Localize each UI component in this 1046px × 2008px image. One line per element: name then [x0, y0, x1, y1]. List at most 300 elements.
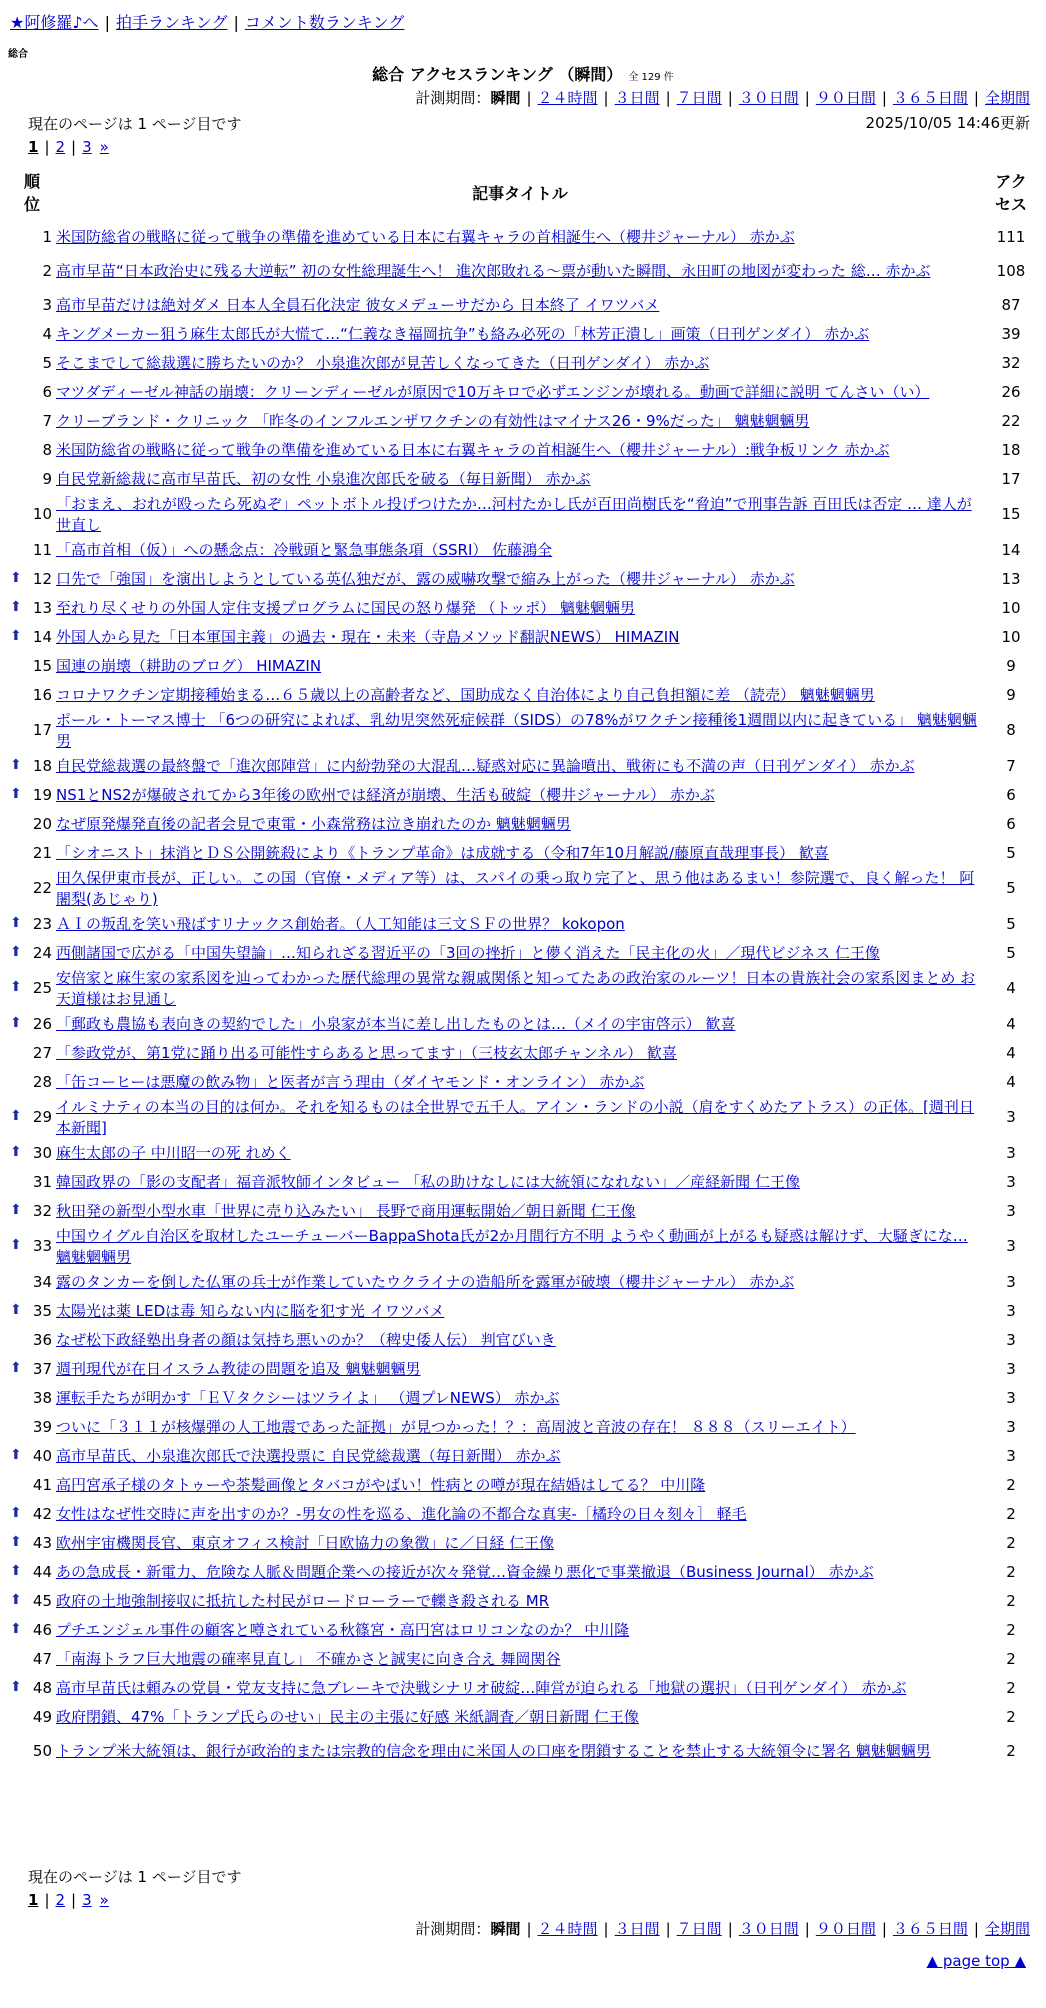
rank-up-arrow-icon: ⬆: [10, 569, 22, 586]
rank-cell: [8, 1441, 56, 1470]
article-link[interactable]: プチエンジェル事件の顧客と噂されている秋篠宮・高円宮はロリコンなのか？ 中川隆: [56, 1621, 630, 1639]
title-cell: [56, 1354, 984, 1383]
access-count: 4: [1006, 1014, 1016, 1033]
rank-cell: [8, 1586, 56, 1615]
rank-cell: [8, 1167, 56, 1196]
article-link[interactable]: 自民党総裁選の最終盤で「進次郎陣営」に内紛勃発の大混乱…疑惑対応に異論噴出、戦術にも不満の声（日刊ゲンダイ） 赤かぶ: [56, 757, 915, 775]
access-count: 32: [1001, 353, 1021, 372]
title-cell: [56, 909, 984, 938]
rank-number: 39: [32, 1417, 52, 1436]
article-link[interactable]: ポール・トーマス博士 「6つの研究によれば、乳幼児突然死症候群（SIDS）の78%がワクチン接種後1週間以内に起きている」 魑魅魍魎男: [56, 711, 977, 750]
table-row: [8, 1470, 1038, 1499]
rank-cell: [8, 1673, 56, 1702]
title-cell: [56, 1673, 984, 1702]
table-row: [8, 1296, 1038, 1325]
top-nav: [10, 10, 404, 33]
title-cell: [56, 1499, 984, 1528]
access-count: 5: [1006, 843, 1016, 862]
rank-cell: [8, 751, 56, 780]
table-row: [8, 967, 1038, 1009]
title-cell: [56, 435, 984, 464]
article-link[interactable]: 安倍家と麻生家の家系図を辿ってわかった歴代総理の異常な親戚関係と知ってたあの政治家のルーツ！日本の貴族社会の家系図まとめ お天道様はお見通し: [56, 969, 976, 1008]
page-info-bottom: 現在のページは 1 ページ目です: [28, 1868, 242, 1886]
page-top-link[interactable]: ▲ page top ▲: [926, 1952, 1026, 1970]
pager-bottom: 1 | 2 | 3 »: [28, 1891, 109, 1909]
rank-cell: [8, 464, 56, 493]
table-row: [8, 1138, 1038, 1167]
title-cell: [56, 1528, 984, 1557]
access-count: 3: [1006, 1301, 1016, 1320]
article-link[interactable]: 中国ウイグル自治区を取材したユーチューバーBappaShota氏が2か月間行方不明 ようやく動画が上がるも疑惑は解けず、大騒ぎにな… 魑魅魍魎男: [56, 1227, 968, 1266]
article-link[interactable]: 韓国政界の「影の支配者」福音派牧師インタビュー 「私の助けなしには大統領になれない」／産経新聞 仁王像: [56, 1173, 800, 1191]
rank-cell: [8, 319, 56, 348]
rank-number: 18: [32, 756, 52, 775]
comment-ranking-link[interactable]: コメント数ランキング: [244, 13, 405, 32]
rank-cell: [8, 709, 56, 751]
article-link[interactable]: 「おまえ、おれが殴ったら死ぬぞ」ペットボトル投げつけたか…河村たかし氏が百田尚樹氏を“脅迫”で刑事告訴 百田氏は否定 … 達人が世直し: [56, 495, 972, 534]
access-count: 4: [1006, 1043, 1016, 1062]
rank-cell: [8, 938, 56, 967]
rank-number: 3: [42, 295, 52, 314]
category-label: 総合: [8, 49, 28, 60]
period-90d-link[interactable]: ９０日間: [815, 1920, 876, 1938]
period-365d-link[interactable]: ３６５日間: [892, 89, 968, 107]
rank-cell: [8, 493, 56, 535]
page-info-top: 現在のページは 1 ページ目です: [28, 115, 242, 133]
table-row: [8, 535, 1038, 564]
separator: |: [104, 13, 110, 32]
table-row: [8, 680, 1038, 709]
article-link[interactable]: 高市早苗氏、小泉進次郎氏で決選投票に 自民党総裁選（毎日新聞） 赤かぶ: [56, 1447, 561, 1465]
rank-cell: [8, 1644, 56, 1673]
rank-number: 19: [32, 785, 52, 804]
rank-number: 11: [32, 540, 52, 559]
table-row: [8, 251, 1038, 290]
asyura-home-link[interactable]: ★阿修羅♪へ: [10, 13, 99, 32]
rank-cell: [8, 680, 56, 709]
rank-number: 41: [32, 1475, 52, 1494]
rank-cell: [8, 535, 56, 564]
access-count: 2: [1006, 1562, 1016, 1581]
period-3d-link[interactable]: ３日間: [614, 1920, 660, 1938]
title-cell: [56, 222, 984, 251]
rank-number: 30: [32, 1143, 52, 1162]
article-link[interactable]: 口先で「強国」を演出しようとしている英仏独だが、露の威嚇攻撃で縮み上がった（櫻井ジャーナル） 赤かぶ: [56, 570, 795, 588]
period-7d-link[interactable]: ７日間: [676, 1920, 722, 1938]
table-row: [8, 622, 1038, 651]
title-cell: [56, 967, 984, 1009]
title-cell: [56, 838, 984, 867]
pager-page-3[interactable]: 3: [82, 1891, 92, 1909]
rank-cell: [8, 1499, 56, 1528]
table-row: [8, 1673, 1038, 1702]
rank-cell: [8, 1096, 56, 1138]
rank-cell: [8, 1470, 56, 1499]
article-link[interactable]: 「参政党が、第1党に踊り出る可能性すらあると思ってます」（三枝玄太郎チャンネル） 歓喜: [56, 1044, 677, 1062]
table-row: [8, 1196, 1038, 1225]
rank-number: 20: [32, 814, 52, 833]
table-row: [8, 1096, 1038, 1138]
period-nav-top: 計測期間：瞬間 | ２４時間 | ３日間 | ７日間 | ３０日間 | ９０日間 | ３６５日間 | 全期間: [415, 89, 1030, 107]
rank-up-arrow-icon: ⬆: [10, 1591, 22, 1608]
rank-number: 14: [32, 627, 52, 646]
pager-next[interactable]: »: [99, 1891, 109, 1909]
article-link[interactable]: 「郵政も農協も表向きの契約でした」小泉家が本当に差し出したものとは…（メイの宇宙啓示） 歓喜: [56, 1015, 736, 1033]
title-cell: [56, 406, 984, 435]
table-row: [8, 406, 1038, 435]
period-90d-link[interactable]: ９０日間: [815, 89, 876, 107]
access-count: 3: [1006, 1172, 1016, 1191]
rank-cell: [8, 1267, 56, 1296]
rank-up-arrow-icon: ⬆: [10, 943, 22, 960]
table-row: [8, 564, 1038, 593]
access-count: 7: [1006, 756, 1016, 775]
access-count: 17: [1001, 469, 1021, 488]
article-link[interactable]: 外国人から見た「日本軍国主義」の過去・現在・未来（寺島メソッド翻訳NEWS） HIMAZIN: [56, 628, 680, 646]
period-label: 計測期間：: [415, 1920, 491, 1938]
article-link[interactable]: クリーブランド・クリニック 「昨冬のインフルエンザワクチンの有効性はマイナス26・9%だった」 魑魅魍魎男: [56, 412, 810, 430]
rank-cell: [8, 1038, 56, 1067]
title-cell: [56, 938, 984, 967]
rank-cell: [8, 435, 56, 464]
article-link[interactable]: 高市早苗氏は頼みの党員・党友支持に急ブレーキで決戦シナリオ破綻…陣営が迫られる「地獄の選択」（日刊ゲンダイ） 赤かぶ: [56, 1679, 907, 1697]
rank-up-arrow-icon: ⬆: [10, 756, 22, 773]
period-all-link[interactable]: 全期間: [984, 1920, 1030, 1938]
rank-header: 順位: [23, 172, 40, 214]
title-cell: [56, 1325, 984, 1354]
table-row: [8, 319, 1038, 348]
table-row: [8, 464, 1038, 493]
period-24h-link[interactable]: ２４時間: [537, 89, 598, 107]
title-cell: [56, 535, 984, 564]
period-24h-link[interactable]: ２４時間: [537, 1920, 598, 1938]
table-row: [8, 435, 1038, 464]
article-link[interactable]: 「南海トラフ巨大地震の確率見直し」 不確かさと誠実に向き合え 舞岡関谷: [56, 1650, 561, 1668]
article-link[interactable]: キングメーカー狙う麻生太郎氏が大慌て…“仁義なき福岡抗争”も絡み必死の「林芳正潰し」画策（日刊ゲンダイ） 赤かぶ: [56, 325, 870, 343]
title-cell: [56, 1731, 984, 1770]
rank-cell: [8, 290, 56, 319]
title-cell: [56, 348, 984, 377]
title-cell: [56, 493, 984, 535]
rank-cell: [8, 593, 56, 622]
rank-up-arrow-icon: ⬆: [10, 1201, 22, 1218]
table-row: [8, 1644, 1038, 1673]
access-count: 2: [1006, 1475, 1016, 1494]
article-link[interactable]: 高市早苗“日本政治史に残る大逆転” 初の女性総理誕生へ！ 進次郎敗れる～票が動いた瞬間、永田町の地図が変わった 総… 赤かぶ: [56, 262, 931, 280]
title-cell: [56, 1196, 984, 1225]
title-cell: [56, 809, 984, 838]
rank-number: 25: [32, 979, 52, 997]
rank-cell: [8, 222, 56, 251]
table-row: [8, 1383, 1038, 1412]
total-count: 全 129 件: [628, 72, 674, 83]
table-row: [8, 1702, 1038, 1731]
pager-top: 1 | 2 | 3 »: [28, 138, 109, 156]
table-row: [8, 1354, 1038, 1383]
title-cell: [56, 1586, 984, 1615]
title-cell: [56, 1470, 984, 1499]
table-row: [8, 1325, 1038, 1354]
rank-number: 38: [32, 1388, 52, 1407]
rank-number: 9: [42, 469, 52, 488]
access-count: 3: [1006, 1417, 1016, 1436]
table-header-row: [8, 162, 1038, 222]
rank-cell: [8, 1731, 56, 1770]
article-link[interactable]: 欧州宇宙機関長官、東京オフィス検討「日欧協力の象徴」に／日経 仁王像: [56, 1534, 555, 1552]
access-count: 2: [1006, 1591, 1016, 1610]
rank-up-arrow-icon: ⬆: [10, 1301, 22, 1318]
rank-number: 50: [32, 1741, 52, 1760]
access-count: 2: [1006, 1741, 1016, 1760]
table-row: [8, 751, 1038, 780]
page-top-link-wrap: [927, 1952, 1026, 1970]
access-count: 5: [1006, 943, 1016, 962]
title-cell: [56, 1441, 984, 1470]
rank-number: 45: [32, 1591, 52, 1610]
rank-up-arrow-icon: ⬆: [10, 979, 22, 995]
rank-number: 1: [42, 227, 52, 246]
rank-up-arrow-icon: ⬆: [10, 1143, 22, 1160]
article-link[interactable]: 国連の崩壊（耕助のブログ） HIMAZIN: [56, 657, 322, 675]
page-title: [0, 62, 1046, 85]
access-count: 2: [1006, 1504, 1016, 1523]
article-link[interactable]: ＡＩの叛乱を笑い飛ばすリナックス創始者。（人工知能は三文ＳＦの世界？ kokopon: [56, 915, 625, 933]
table-row: [8, 809, 1038, 838]
pager-current: 1: [28, 138, 39, 156]
rank-up-arrow-icon: ⬆: [10, 785, 22, 802]
rank-up-arrow-icon: ⬆: [10, 1108, 22, 1124]
table-row: [8, 1225, 1038, 1267]
rank-number: 26: [32, 1014, 52, 1033]
table-row: [8, 938, 1038, 967]
title-cell: [56, 780, 984, 809]
table-row: [8, 1586, 1038, 1615]
title-cell: [56, 1167, 984, 1196]
rank-number: 22: [32, 879, 52, 897]
table-row: [8, 493, 1038, 535]
article-link[interactable]: 秋田発の新型小型水車「世界に売り込みたい」 長野で商用運転開始／朝日新聞 仁王像: [56, 1202, 636, 1220]
rank-number: 23: [32, 914, 52, 933]
rank-number: 27: [32, 1043, 52, 1062]
access-count: 3: [1006, 1237, 1016, 1255]
access-count: 18: [1001, 440, 1021, 459]
access-count: 108: [996, 261, 1026, 280]
pager-next[interactable]: »: [99, 138, 109, 156]
title-cell: [56, 1412, 984, 1441]
article-link[interactable]: 女性はなぜ性交時に声を出すのか？-男女の性を巡る、進化論の不都合な真実-［橘玲の日々刻々］ 軽毛: [56, 1505, 747, 1523]
rank-number: 32: [32, 1201, 52, 1220]
article-link[interactable]: あの急成長・新電力、危険な人脈＆問題企業への接近が次々発覚…資金繰り悪化で事業撤退（Business Journal） 赤かぶ: [56, 1563, 874, 1581]
table-row: [8, 1499, 1038, 1528]
period-7d-link[interactable]: ７日間: [676, 89, 722, 107]
table-row: [8, 1009, 1038, 1038]
period-current: 瞬間: [490, 1920, 521, 1938]
rank-cell: [8, 348, 56, 377]
rank-up-arrow-icon: ⬆: [10, 598, 22, 615]
pager-page-2[interactable]: 2: [55, 138, 66, 156]
rank-number: 24: [32, 943, 52, 962]
title-cell: [56, 709, 984, 751]
rank-cell: [8, 564, 56, 593]
article-link[interactable]: なぜ原発爆発直後の記者会見で東電・小森常務は泣き崩れたのか 魑魅魍魎男: [56, 815, 571, 833]
rank-up-arrow-icon: ⬆: [10, 1359, 22, 1376]
title-cell: [56, 1096, 984, 1138]
rank-cell: [8, 838, 56, 867]
period-30d-link[interactable]: ３０日間: [738, 89, 799, 107]
pager-current: 1: [28, 1891, 39, 1909]
rank-number: 44: [32, 1562, 52, 1581]
title-cell: [56, 1038, 984, 1067]
period-365d-link[interactable]: ３６５日間: [892, 1920, 968, 1938]
article-link[interactable]: 自民党新総裁に高市早苗氏、初の女性 小泉進次郎氏を破る（毎日新聞） 赤かぶ: [56, 470, 591, 488]
rank-cell: [8, 1702, 56, 1731]
article-link[interactable]: ついに「３１１が核爆弾の人工地震であった証拠」が見つかった！？：高周波と音波の存在！ ８８８（スリーエイト）: [56, 1418, 856, 1436]
article-link[interactable]: そこまでして総裁選に勝ちたいのか？ 小泉進次郎が見苦しくなってきた（日刊ゲンダイ） 赤かぶ: [56, 354, 710, 372]
rank-number: 42: [32, 1504, 52, 1523]
article-link[interactable]: 田久保伊東市長が、正しい。この国（官僚・メディア等）は、スパイの乗っ取り完了と、思う他はあるまい！参院選で、良く解った！ 阿闍梨(あじゃり): [56, 869, 975, 908]
rank-number: 5: [42, 353, 52, 372]
table-row: [8, 348, 1038, 377]
title-cell: [56, 319, 984, 348]
article-link[interactable]: 高円宮承子様のタトゥーや茶髪画像とタバコがやばい！性病との噂が現在結婚はしてる？ 中川隆: [56, 1476, 706, 1494]
article-link[interactable]: 至れり尽くせりの外国人定住支援プログラムに国民の怒り爆発 （トッポ） 魑魅魍魎男: [56, 599, 635, 617]
access-count: 4: [1006, 979, 1016, 997]
title-cell: [56, 867, 984, 909]
rank-cell: [8, 867, 56, 909]
table-row: [8, 780, 1038, 809]
article-link[interactable]: 政府の土地強制接収に抵抗した村民がロードローラーで轢き殺される MR: [56, 1592, 550, 1610]
title-cell: [56, 622, 984, 651]
rank-up-arrow-icon: ⬆: [10, 1533, 22, 1550]
rank-cell: [8, 809, 56, 838]
rank-cell: [8, 406, 56, 435]
rank-number: 31: [32, 1172, 52, 1191]
period-3d-link[interactable]: ３日間: [614, 89, 660, 107]
table-row: [8, 593, 1038, 622]
access-count: 9: [1006, 656, 1016, 675]
period-label: 計測期間：: [415, 89, 491, 107]
title-cell: [56, 1557, 984, 1586]
article-link[interactable]: トランプ米大統領は、銀行が政治的または宗教的信念を理由に米国人の口座を閉鎖することを禁止する大統領令に署名 魑魅魍魎男: [56, 1742, 931, 1760]
rank-number: 10: [32, 505, 52, 523]
rank-cell: [8, 1412, 56, 1441]
access-count: 6: [1006, 785, 1016, 804]
article-link[interactable]: コロナワクチン定期接種始まる…６５歳以上の高齢者など、国助成なく自治体により自己負担額に差 （読売） 魑魅魍魎男: [56, 686, 875, 704]
article-link[interactable]: 政府閉鎖、47%「トランプ氏らのせい」民主の主張に好感 米紙調査／朝日新聞 仁王像: [56, 1708, 639, 1726]
article-link[interactable]: 西側諸国で広がる「中国失望論」…知られざる習近平の「3回の挫折」と儚く消えた「民主化の火」／現代ビジネス 仁王像: [56, 944, 880, 962]
access-count: 2: [1006, 1649, 1016, 1668]
title-cell: [56, 751, 984, 780]
rank-cell: [8, 1196, 56, 1225]
rank-up-arrow-icon: ⬆: [10, 914, 22, 931]
title-cell: [56, 1225, 984, 1267]
article-link[interactable]: NS1とNS2が爆破されてから3年後の欧州では経済が崩壊、生活も破綻（櫻井ジャーナル） 赤かぶ: [56, 786, 715, 804]
period-current: 瞬間: [490, 89, 521, 107]
article-link[interactable]: 運転手たちが明かす「ＥＶタクシーはツライよ」 （週プレNEWS） 赤かぶ: [56, 1389, 560, 1407]
rank-number: 2: [42, 261, 52, 280]
article-link[interactable]: なぜ松下政経塾出身者の顔は気持ち悪いのか？（稗史倭人伝） 判官びいき: [56, 1331, 556, 1349]
access-count: 15: [1001, 505, 1021, 523]
access-count: 26: [1001, 382, 1021, 401]
rank-number: 47: [32, 1649, 52, 1668]
count-header: アクセス: [994, 172, 1027, 214]
article-link[interactable]: 週刊現代が在日イスラム教徒の問題を追及 魑魅魍魎男: [56, 1360, 421, 1378]
rank-number: 15: [32, 656, 52, 675]
title-cell: [56, 1296, 984, 1325]
separator: |: [233, 13, 239, 32]
access-count: 3: [1006, 1446, 1016, 1465]
article-link[interactable]: 「高市首相（仮）」への懸念点：冷戦頭と緊急事態条項（SSRI） 佐藤鴻全: [56, 541, 553, 559]
rank-number: 12: [32, 569, 52, 588]
period-30d-link[interactable]: ３０日間: [738, 1920, 799, 1938]
access-count: 2: [1006, 1533, 1016, 1552]
updated-time: 2025/10/05 14:46更新: [865, 114, 1030, 132]
access-count: 5: [1006, 914, 1016, 933]
rank-number: 28: [32, 1072, 52, 1091]
rank-number: 29: [32, 1108, 52, 1126]
rank-cell: [8, 1325, 56, 1354]
article-link[interactable]: 麻生太郎の子 中川昭一の死 れめく: [56, 1144, 291, 1162]
title-cell: [56, 680, 984, 709]
access-count: 6: [1006, 814, 1016, 833]
article-link[interactable]: 「シオニスト」抹消とＤＳ公開銃殺により《トランプ革命》は成就する（令和7年10月解説/藤原直哉理事長） 歓喜: [56, 844, 829, 862]
period-all-link[interactable]: 全期間: [984, 89, 1030, 107]
rank-number: 37: [32, 1359, 52, 1378]
rank-number: 49: [32, 1707, 52, 1726]
access-count: 10: [1001, 598, 1021, 617]
pager-page-2[interactable]: 2: [55, 1891, 66, 1909]
article-link[interactable]: イルミナティの本当の目的は何か。それを知るものは全世界で五千人。アイン・ランドの小説（肩をすくめたアトラス）の正体。[週刊日本新聞]: [56, 1098, 974, 1137]
rank-up-arrow-icon: ⬆: [10, 1504, 22, 1521]
article-link[interactable]: 太陽光は薬 LEDは毒 知らない内に脳を犯す光 イワツバメ: [56, 1302, 445, 1320]
access-count: 3: [1006, 1388, 1016, 1407]
table-row: [8, 377, 1038, 406]
rank-cell: [8, 1138, 56, 1167]
access-count: 14: [1001, 540, 1021, 559]
access-count: 22: [1001, 411, 1021, 430]
title-cell: [56, 1615, 984, 1644]
rank-number: 16: [32, 685, 52, 704]
article-link[interactable]: 米国防総省の戦略に従って戦争の準備を進めている日本に右翼キャラの首相誕生へ（櫻井ジャーナル）:戦争板リンク 赤かぶ: [56, 441, 890, 459]
rank-number: 17: [32, 721, 52, 739]
article-link[interactable]: 高市早苗だけは絶対ダメ 日本人全員石化決定 彼女メデューサだから 日本終了 イワツバメ: [56, 296, 660, 314]
access-count: 2: [1006, 1707, 1016, 1726]
article-link[interactable]: 露のタンカーを倒した仏軍の兵士が作業していたウクライナの造船所を露軍が破壊（櫻井ジャーナル） 赤かぶ: [56, 1273, 795, 1291]
article-link[interactable]: マツダディーゼル神話の崩壊：クリーンディーゼルが原因で10万キロで必ずエンジンが壊れる。動画で詳細に説明 てんさい（い）: [56, 383, 930, 401]
table-row: [8, 1067, 1038, 1096]
access-count: 13: [1001, 569, 1021, 588]
title-header: 記事タイトル: [472, 183, 568, 203]
rank-number: 7: [42, 411, 52, 430]
rank-number: 6: [42, 382, 52, 401]
access-count: 3: [1006, 1143, 1016, 1162]
pager-page-3[interactable]: 3: [82, 138, 92, 156]
access-count: 2: [1006, 1620, 1016, 1639]
access-count: 5: [1006, 879, 1016, 897]
title-cell: [56, 464, 984, 493]
rank-cell: [8, 1225, 56, 1267]
article-link[interactable]: 米国防総省の戦略に従って戦争の準備を進めている日本に右翼キャラの首相誕生へ（櫻井ジャーナル） 赤かぶ: [56, 228, 795, 246]
access-count: 9: [1006, 685, 1016, 704]
table-row: [8, 909, 1038, 938]
rank-number: 21: [32, 843, 52, 862]
title-cell: [56, 290, 984, 319]
rank-number: 48: [32, 1678, 52, 1697]
period-nav-bottom: 計測期間：瞬間 | ２４時間 | ３日間 | ７日間 | ３０日間 | ９０日間 | ３６５日間 | 全期間: [415, 1920, 1030, 1938]
article-link[interactable]: 「缶コーヒーは悪魔の飲み物」と医者が言う理由（ダイヤモンド・オンライン） 赤かぶ: [56, 1073, 645, 1091]
clap-ranking-link[interactable]: 拍手ランキング: [115, 13, 228, 32]
access-count: 3: [1006, 1272, 1016, 1291]
